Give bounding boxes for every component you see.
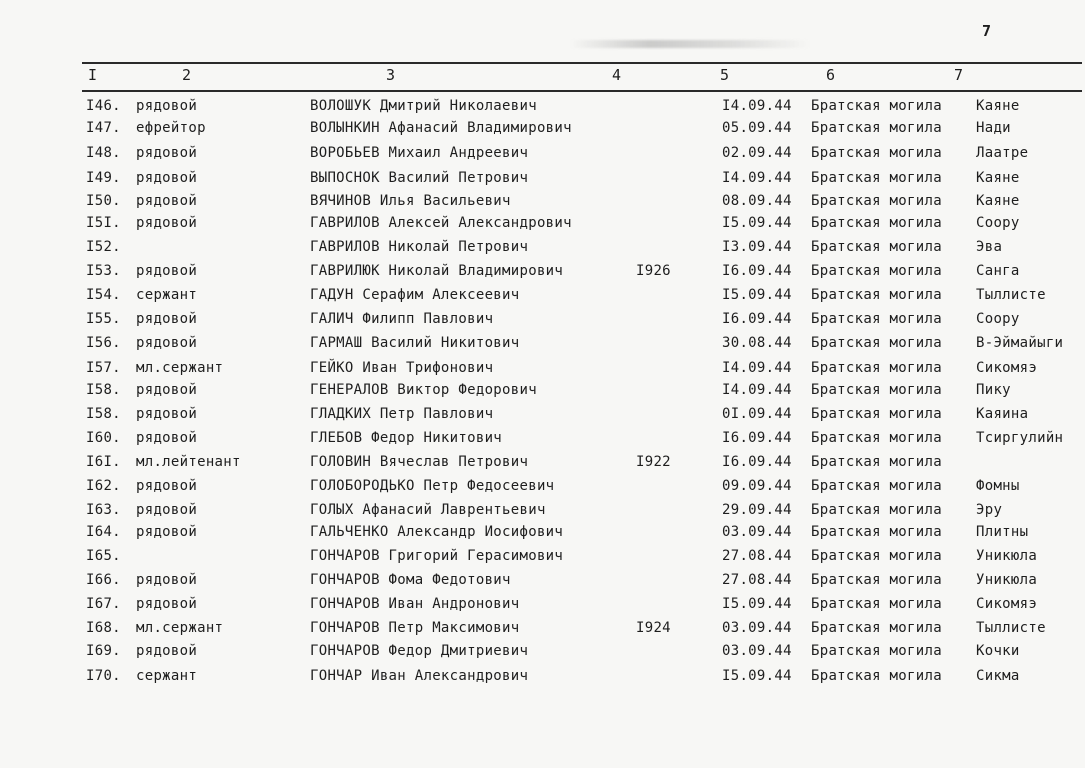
table-row [0, 478, 1085, 500]
death-date: I5.09.44 [722, 215, 792, 231]
full-name: ГОНЧАРОВ Григорий Герасимович [310, 548, 564, 564]
full-name: ГОНЧАР Иван Александрович [310, 668, 529, 684]
military-rank: ефрейтор [136, 120, 206, 136]
burial-place: Соору [976, 215, 1020, 231]
table-row [0, 596, 1085, 618]
death-date: I6.09.44 [722, 454, 792, 470]
record-number: I47. [86, 120, 121, 136]
burial-place: Сикомяэ [976, 596, 1038, 612]
death-date: 30.08.44 [722, 335, 792, 351]
burial-place: Плитны [976, 524, 1029, 540]
death-date: 05.09.44 [722, 120, 792, 136]
table-row [0, 360, 1085, 382]
column-header-6: 6 [826, 66, 836, 84]
death-date: 08.09.44 [722, 193, 792, 209]
military-rank: мл.сержант [136, 620, 224, 636]
burial-place: В-Эймайыги [976, 335, 1064, 351]
burial-type: Братская могила [811, 193, 942, 209]
table-row [0, 120, 1085, 142]
record-number: I5I. [86, 215, 121, 231]
table-row [0, 335, 1085, 357]
military-rank: мл.сержант [136, 360, 224, 376]
table-row [0, 502, 1085, 524]
military-rank: рядовой [136, 643, 198, 659]
burial-place: Каяне [976, 170, 1020, 186]
burial-place: Тыллисте [976, 287, 1046, 303]
full-name: ВЯЧИНОВ Илья Васильевич [310, 193, 511, 209]
death-date: I3.09.44 [722, 239, 792, 255]
burial-type: Братская могила [811, 620, 942, 636]
death-date: I6.09.44 [722, 311, 792, 327]
table-row [0, 524, 1085, 546]
military-rank: рядовой [136, 524, 198, 540]
table-row [0, 263, 1085, 285]
death-date: I6.09.44 [722, 263, 792, 279]
military-rank: рядовой [136, 311, 198, 327]
column-header-1: I [88, 66, 98, 84]
death-date: I5.09.44 [722, 668, 792, 684]
death-date: 03.09.44 [722, 620, 792, 636]
burial-type: Братская могила [811, 572, 942, 588]
full-name: ГОНЧАРОВ Иван Андронович [310, 596, 520, 612]
military-rank: рядовой [136, 596, 198, 612]
record-number: I60. [86, 430, 121, 446]
full-name: ГОЛОБОРОДЬКО Петр Федосеевич [310, 478, 555, 494]
column-header-4: 4 [612, 66, 622, 84]
record-number: I55. [86, 311, 121, 327]
burial-type: Братская могила [811, 170, 942, 186]
burial-place: Фомны [976, 478, 1020, 494]
military-rank: рядовой [136, 98, 198, 114]
burial-type: Братская могила [811, 215, 942, 231]
record-number: I57. [86, 360, 121, 376]
birth-year: I924 [636, 620, 671, 636]
military-rank: рядовой [136, 335, 198, 351]
full-name: ГАВРИЛЮК Николай Владимирович [310, 263, 564, 279]
record-number: I70. [86, 668, 121, 684]
burial-place: Каяне [976, 98, 1020, 114]
page-number: 7 [982, 22, 992, 40]
full-name: ГАЛИЧ Филипп Павлович [310, 311, 494, 327]
full-name: ГАРМАШ Василий Никитович [310, 335, 520, 351]
full-name: ГАВРИЛОВ Алексей Александрович [310, 215, 572, 231]
burial-type: Братская могила [811, 263, 942, 279]
burial-type: Братская могила [811, 335, 942, 351]
burial-type: Братская могила [811, 311, 942, 327]
death-date: I4.09.44 [722, 98, 792, 114]
table-row [0, 145, 1085, 167]
burial-place: Санга [976, 263, 1020, 279]
burial-place: Уникюла [976, 548, 1038, 564]
full-name: ГОНЧАРОВ Петр Максимович [310, 620, 520, 636]
table-row [0, 548, 1085, 570]
military-rank: рядовой [136, 193, 198, 209]
military-rank: рядовой [136, 215, 198, 231]
burial-type: Братская могила [811, 643, 942, 659]
record-number: I58. [86, 406, 121, 422]
record-number: I53. [86, 263, 121, 279]
table-row [0, 454, 1085, 476]
burial-type: Братская могила [811, 120, 942, 136]
burial-type: Братская могила [811, 287, 942, 303]
burial-place: Каяина [976, 406, 1029, 422]
table-row [0, 98, 1085, 120]
death-date: 09.09.44 [722, 478, 792, 494]
record-number: I56. [86, 335, 121, 351]
full-name: ГОНЧАРОВ Федор Дмитриевич [310, 643, 529, 659]
record-number: I58. [86, 382, 121, 398]
record-number: I52. [86, 239, 121, 255]
record-number: I48. [86, 145, 121, 161]
full-name: ГЛЕБОВ Федор Никитович [310, 430, 503, 446]
record-number: I65. [86, 548, 121, 564]
record-number: I54. [86, 287, 121, 303]
death-date: I4.09.44 [722, 170, 792, 186]
burial-type: Братская могила [811, 478, 942, 494]
burial-type: Братская могила [811, 668, 942, 684]
burial-place: Уникюла [976, 572, 1038, 588]
table-row [0, 170, 1085, 192]
burial-place: Соору [976, 311, 1020, 327]
burial-type: Братская могила [811, 239, 942, 255]
military-rank: рядовой [136, 382, 198, 398]
military-rank: рядовой [136, 263, 198, 279]
burial-place: Пику [976, 382, 1011, 398]
full-name: ГАВРИЛОВ Николай Петрович [310, 239, 529, 255]
military-rank: рядовой [136, 145, 198, 161]
birth-year: I922 [636, 454, 671, 470]
table-row [0, 668, 1085, 690]
military-rank: сержант [136, 287, 198, 303]
death-date: I4.09.44 [722, 382, 792, 398]
record-number: I67. [86, 596, 121, 612]
full-name: ГОЛОВИН Вячеслав Петрович [310, 454, 529, 470]
burial-type: Братская могила [811, 360, 942, 376]
military-rank: мл.лейтенант [136, 454, 241, 470]
burial-place: Лаатре [976, 145, 1029, 161]
full-name: ГЛАДКИХ Петр Павлович [310, 406, 494, 422]
column-header-2: 2 [182, 66, 192, 84]
record-number: I50. [86, 193, 121, 209]
column-header-7: 7 [954, 66, 964, 84]
record-number: I64. [86, 524, 121, 540]
burial-place: Эру [976, 502, 1003, 518]
death-date: 27.08.44 [722, 548, 792, 564]
full-name: ГОНЧАРОВ Фома Федотович [310, 572, 511, 588]
record-number: I46. [86, 98, 121, 114]
military-rank: рядовой [136, 430, 198, 446]
burial-place: Сикомяэ [976, 360, 1038, 376]
burial-place: Сикма [976, 668, 1020, 684]
burial-type: Братская могила [811, 406, 942, 422]
death-date: 03.09.44 [722, 643, 792, 659]
header-top-rule [82, 62, 1082, 64]
burial-type: Братская могила [811, 596, 942, 612]
full-name: ГАЛЬЧЕНКО Александр Иосифович [310, 524, 564, 540]
burial-place: Каяне [976, 193, 1020, 209]
death-date: 03.09.44 [722, 524, 792, 540]
table-row [0, 406, 1085, 428]
table-row [0, 239, 1085, 261]
full-name: ВЫПОСНОК Василий Петрович [310, 170, 529, 186]
record-number: I63. [86, 502, 121, 518]
burial-type: Братская могила [811, 502, 942, 518]
burial-type: Братская могила [811, 382, 942, 398]
full-name: ВОЛОШУК Дмитрий Николаевич [310, 98, 537, 114]
death-date: I4.09.44 [722, 360, 792, 376]
full-name: ГЕЙКО Иван Трифонович [310, 360, 494, 376]
military-rank: сержант [136, 668, 198, 684]
record-number: I68. [86, 620, 121, 636]
burial-place: Нади [976, 120, 1011, 136]
birth-year: I926 [636, 263, 671, 279]
table-row [0, 311, 1085, 333]
full-name: ВОЛЫНКИН Афанасий Владимирович [310, 120, 572, 136]
burial-place: Тсиргулийн [976, 430, 1064, 446]
death-date: I5.09.44 [722, 287, 792, 303]
burial-place: Кочки [976, 643, 1020, 659]
table-row [0, 430, 1085, 452]
military-rank: рядовой [136, 502, 198, 518]
table-row [0, 382, 1085, 404]
record-number: I66. [86, 572, 121, 588]
burial-type: Братская могила [811, 454, 942, 470]
death-date: I6.09.44 [722, 430, 792, 446]
death-date: 27.08.44 [722, 572, 792, 588]
burial-type: Братская могила [811, 548, 942, 564]
column-header-5: 5 [720, 66, 730, 84]
burial-type: Братская могила [811, 524, 942, 540]
military-rank: рядовой [136, 478, 198, 494]
record-number: I6I. [86, 454, 121, 470]
burial-place: Тыллисте [976, 620, 1046, 636]
record-number: I49. [86, 170, 121, 186]
full-name: ВОРОБЬЕВ Михаил Андреевич [310, 145, 529, 161]
burial-type: Братская могила [811, 430, 942, 446]
table-row [0, 215, 1085, 237]
burial-type: Братская могила [811, 98, 942, 114]
record-number: I69. [86, 643, 121, 659]
table-row [0, 572, 1085, 594]
full-name: ГЕНЕРАЛОВ Виктор Федорович [310, 382, 537, 398]
table-row [0, 193, 1085, 215]
burial-type: Братская могила [811, 145, 942, 161]
military-rank: рядовой [136, 406, 198, 422]
military-rank: рядовой [136, 572, 198, 588]
column-header-3: 3 [386, 66, 396, 84]
military-rank: рядовой [136, 170, 198, 186]
full-name: ГАДУН Серафим Алексеевич [310, 287, 520, 303]
table-row [0, 643, 1085, 665]
full-name: ГОЛЫХ Афанасий Лаврентьевич [310, 502, 546, 518]
burial-place: Эва [976, 239, 1003, 255]
death-date: 0I.09.44 [722, 406, 792, 422]
header-bottom-rule [82, 90, 1082, 92]
death-date: 02.09.44 [722, 145, 792, 161]
death-date: I5.09.44 [722, 596, 792, 612]
record-number: I62. [86, 478, 121, 494]
scan-smudge [570, 40, 810, 48]
table-row [0, 287, 1085, 309]
death-date: 29.09.44 [722, 502, 792, 518]
table-row [0, 620, 1085, 642]
